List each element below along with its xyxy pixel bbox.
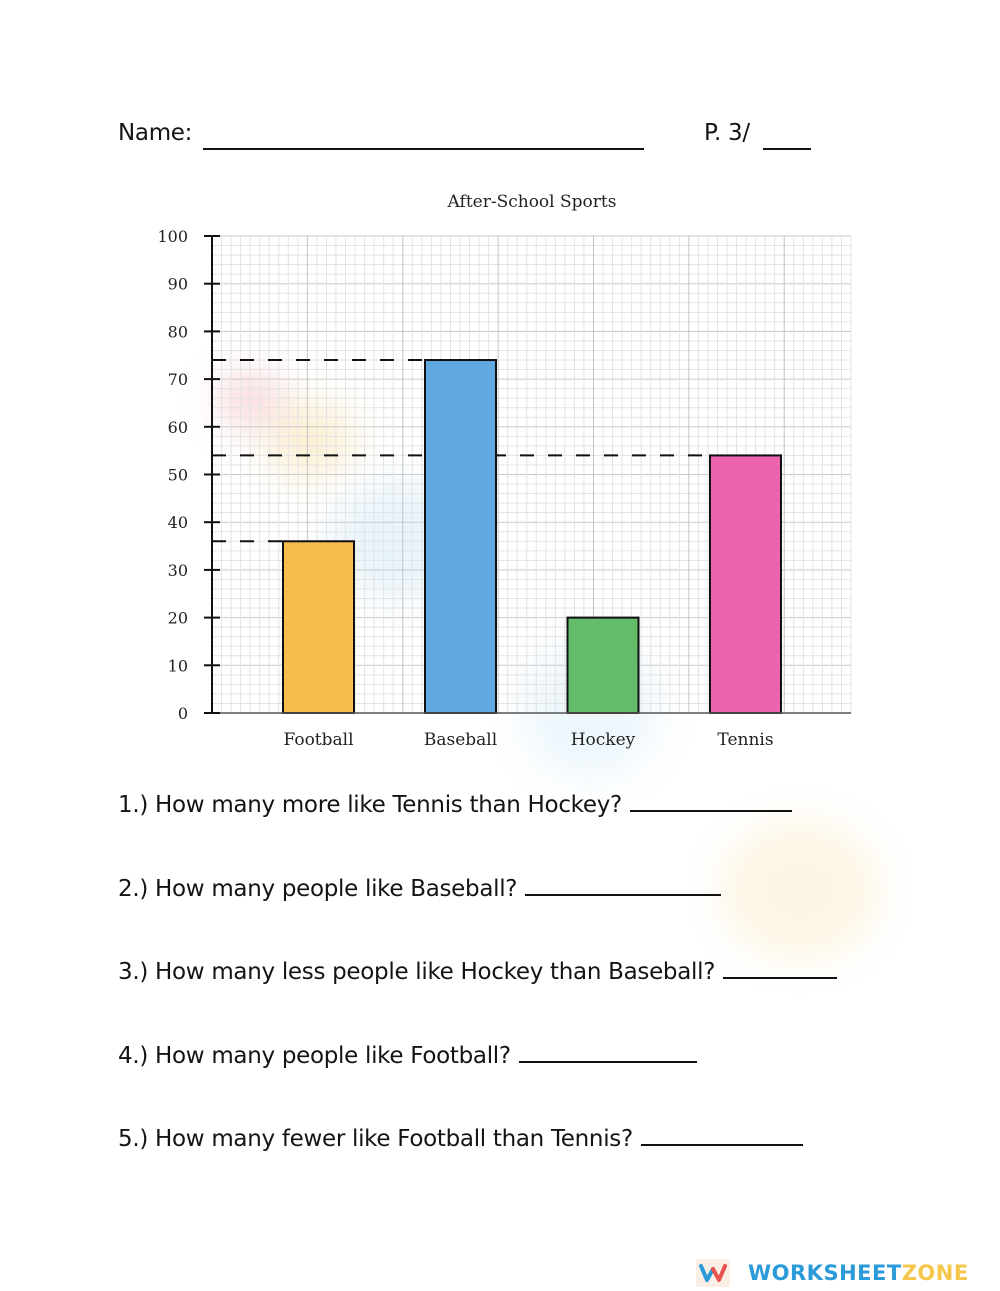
brand-name: WORKSHEETZONE [748, 1261, 969, 1285]
y-tick-label: 80 [167, 322, 188, 342]
bar-football [283, 541, 354, 713]
chart-bars [283, 360, 781, 713]
question-5 [118, 1124, 803, 1152]
name-label: Name: [118, 120, 193, 146]
question-1 [118, 790, 792, 818]
question-text: 5.) How many fewer like Football than Tennis? [118, 1126, 633, 1152]
y-axis-ticks [157, 227, 220, 723]
question-3 [118, 957, 837, 985]
chart-title: After-School Sports [447, 192, 617, 212]
y-tick-label: 100 [157, 227, 188, 246]
y-tick-label: 10 [167, 656, 188, 676]
answer-blank-5[interactable] [641, 1124, 803, 1146]
y-tick-label: 20 [167, 608, 188, 628]
answer-blank-3[interactable] [723, 957, 837, 979]
y-tick-label: 50 [167, 465, 188, 485]
page-label: P. 3/ [704, 120, 750, 146]
question-text: 4.) How many people like Football? [118, 1043, 511, 1069]
x-axis-labels [283, 730, 773, 750]
w-logo-icon [696, 1259, 730, 1287]
x-tick-label: Baseball [423, 730, 498, 750]
answer-blank-2[interactable] [525, 874, 721, 896]
y-tick-label: 0 [177, 704, 188, 723]
y-tick-label: 70 [167, 370, 188, 390]
question-text: 1.) How many more like Tennis than Hockey? [118, 792, 622, 818]
question-2 [118, 874, 721, 902]
x-tick-label: Tennis [717, 730, 774, 750]
bar-tennis [710, 455, 781, 713]
y-tick-label: 40 [167, 513, 188, 533]
question-text: 3.) How many less people like Hockey than Baseball? [118, 959, 716, 985]
x-tick-label: Football [283, 730, 354, 750]
question-text: 2.) How many people like Baseball? [118, 876, 518, 902]
question-4 [118, 1041, 697, 1069]
brand-footer [696, 1258, 969, 1288]
answer-blank-4[interactable] [519, 1041, 697, 1063]
y-tick-label: 90 [167, 274, 188, 294]
x-tick-label: Hockey [570, 730, 636, 750]
answer-blank-1[interactable] [630, 790, 792, 812]
watermark-blob [720, 820, 880, 960]
bar-hockey [568, 618, 639, 713]
bar-baseball [425, 360, 496, 713]
y-tick-label: 30 [167, 560, 188, 580]
y-tick-label: 60 [167, 417, 188, 437]
